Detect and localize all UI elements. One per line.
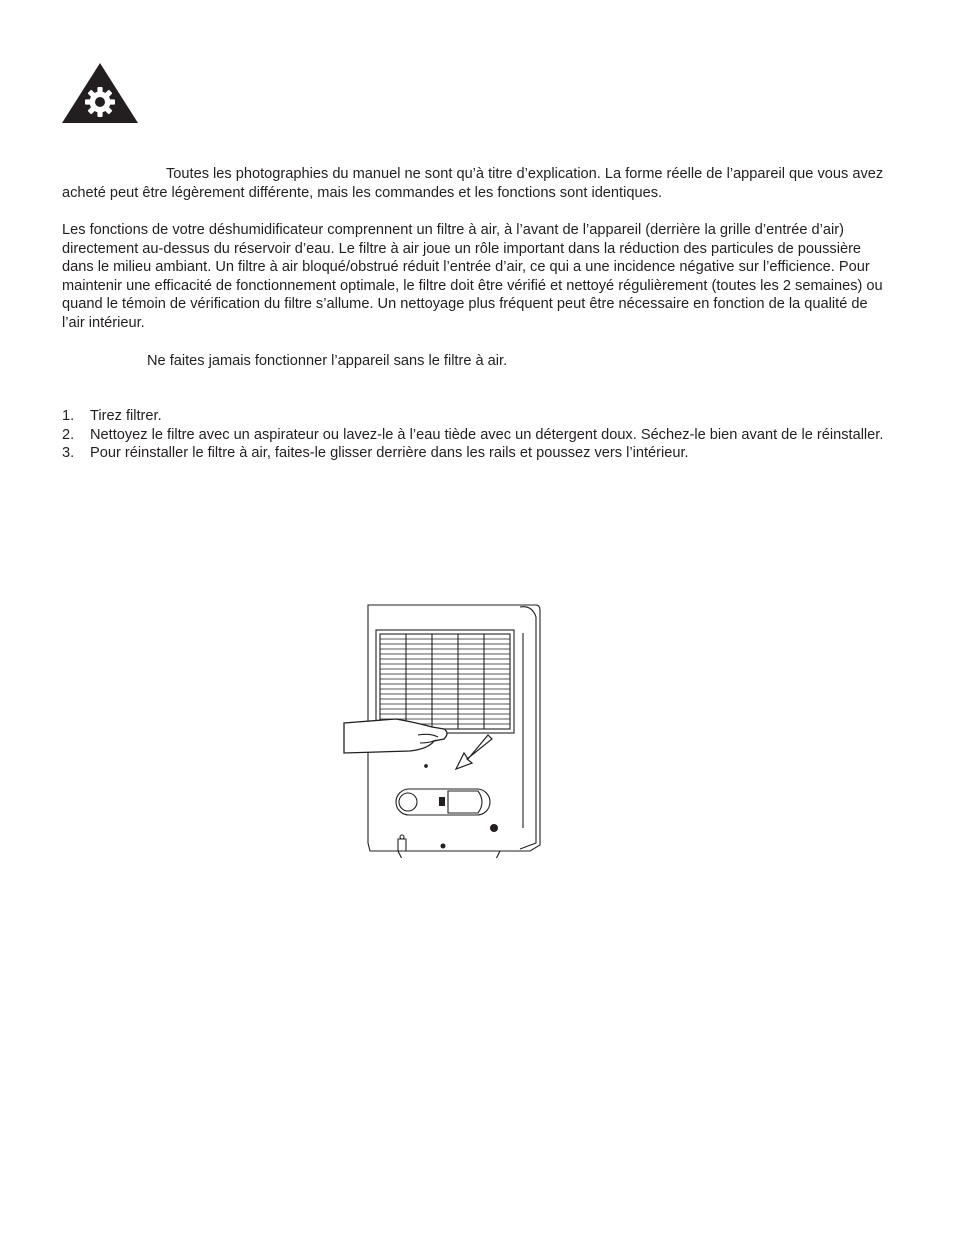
steps-list bbox=[62, 407, 892, 463]
step-number: 2. bbox=[62, 426, 75, 443]
list-item bbox=[62, 426, 892, 445]
gear-in-triangle-icon bbox=[61, 62, 139, 124]
dehumidifier-illustration bbox=[340, 603, 548, 858]
step-number: 3. bbox=[62, 445, 75, 462]
note-paragraph: Toutes les photographies du manuel ne sont qu’à titre d’explication. La forme réelle de l’appareil que vous avez acheté peut être légèrement différente, mais les commandes et les fonctions sont identiques. bbox=[62, 166, 884, 201]
step-text: Tirez filtrer. bbox=[90, 408, 162, 424]
list-item bbox=[62, 407, 892, 426]
list-item bbox=[62, 444, 892, 463]
step-text: Nettoyez le filtre avec un aspirateur ou lavez-le à l’eau tiède avec un détergent doux. Séchez-le bien avant de le réinstaller. bbox=[90, 426, 884, 443]
warning-paragraph: Ne faites jamais fonctionner l’appareil sans le filtre à air. bbox=[147, 353, 508, 369]
filter-description-paragraph: Les fonctions de votre déshumidificateur comprennent un filtre à air, à l’avant de l’appareil (derrière la grille d’entrée d’air) directement au-dessus du réservoir d’eau. Le filtre à air joue un rôle important dans la réduction des particules de poussière dans le milieu ambiant. Un filtre à air bloqué/obstrué réduit l’entrée d’air, ce qui a une incidence négative sur l’efficience. Pour maintenir une efficacité de fonctionnement optimale, le filtre doit être vérifié et nettoyé régulièrement (toutes les 2 semaines) ou quand le témoin de vérification du filtre s’allume. Un nettoyage plus fréquent peut être nécessaire en fonction de la qualité de l’air intérieur. bbox=[62, 222, 883, 331]
step-text: Pour réinstaller le filtre à air, faites-le glisser derrière dans les rails et poussez vers l’intérieur. bbox=[90, 445, 689, 462]
step-number: 1. bbox=[62, 408, 75, 424]
